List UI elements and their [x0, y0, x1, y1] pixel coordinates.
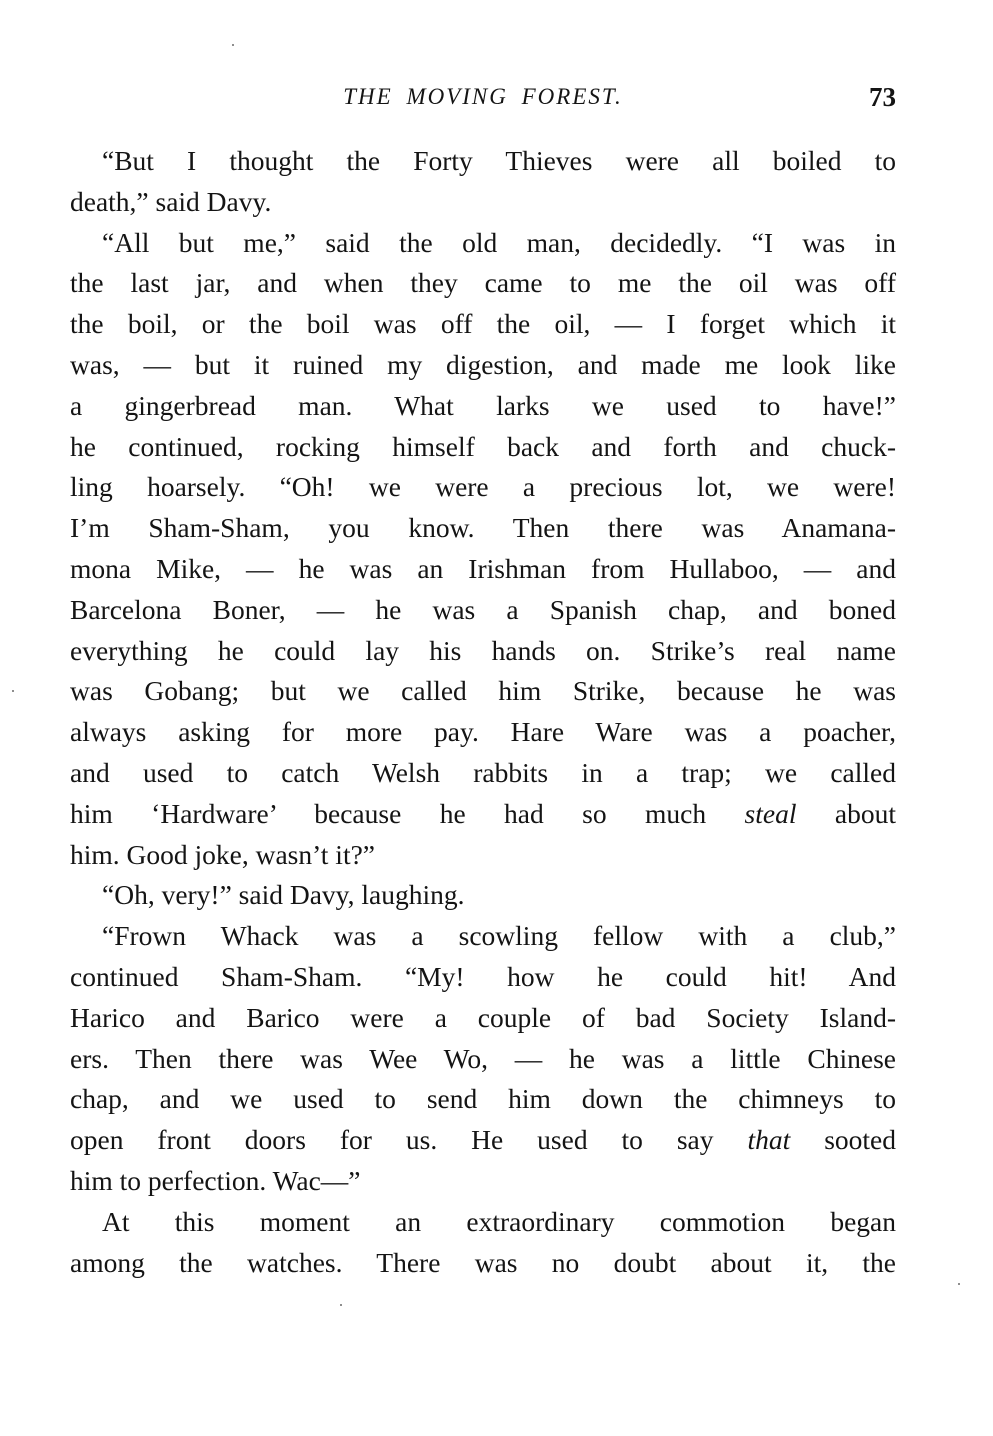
- text-line: continued Sham-Sham. “My! how he could hit! And: [70, 960, 896, 992]
- paper-speck: [958, 1283, 960, 1285]
- page-number: 73: [869, 82, 896, 112]
- text-line: “All but me,” said the old man, decidedly. “I was in: [102, 226, 896, 258]
- text-line: chap, and we used to send him down the chimneys to: [70, 1083, 896, 1115]
- text-line: him to perfection. Wac—”: [70, 1164, 361, 1196]
- paper-speck: [232, 44, 234, 46]
- text-line: Harico and Barico were a couple of bad Society Island-: [70, 1001, 896, 1033]
- text-line: a gingerbread man. What larks we used to have!”: [70, 389, 896, 421]
- text-line: Barcelona Boner, — he was a Spanish chap, and boned: [70, 593, 896, 625]
- text-line: him ‘Hardware’ because he had so much steal about: [70, 797, 896, 829]
- text-line: everything he could lay his hands on. Strike’s real name: [70, 634, 896, 666]
- running-head: [70, 84, 896, 114]
- text-line: always asking for more pay. Hare Ware was a poacher,: [70, 716, 896, 748]
- text-line: “Frown Whack was a scowling fellow with a club,”: [102, 920, 896, 952]
- text-line: “Oh, very!” said Davy, laughing.: [102, 879, 465, 911]
- text-line: was, — but it ruined my digestion, and made me look like: [70, 348, 896, 380]
- text-line: among the watches. There was no doubt about it, the: [70, 1246, 896, 1278]
- text-line: he continued, rocking himself back and forth and chuck-: [70, 430, 896, 462]
- text-line: him. Good joke, wasn’t it?”: [70, 838, 375, 870]
- text-line: was Gobang; but we called him Strike, because he was: [70, 675, 896, 707]
- text-line: At this moment an extraordinary commotion began: [102, 1205, 896, 1237]
- paper-speck: [340, 1304, 342, 1306]
- text-line: death,” said Davy.: [70, 185, 272, 217]
- text-line: open front doors for us. He used to say that sooted: [70, 1124, 896, 1156]
- text-line: “But I thought the Forty Thieves were all boiled to: [102, 145, 896, 176]
- text-line: ling hoarsely. “Oh! we were a precious lot, we were!: [70, 471, 896, 503]
- body-text: [70, 141, 896, 1283]
- text-line: and used to catch Welsh rabbits in a trap; we called: [70, 756, 896, 788]
- text-line: the boil, or the boil was off the oil, — I forget which it: [70, 308, 896, 340]
- text-line: the last jar, and when they came to me the oil was off: [70, 267, 896, 299]
- text-line: mona Mike, — he was an Irishman from Hullaboo, — and: [70, 552, 896, 584]
- paper-speck: [12, 690, 14, 692]
- text-line: I’m Sham-Sham, you know. Then there was Anamana-: [70, 512, 896, 544]
- text-line: ers. Then there was Wee Wo, — he was a little Chinese: [70, 1042, 896, 1074]
- running-title: THE MOVING FOREST.: [343, 84, 623, 109]
